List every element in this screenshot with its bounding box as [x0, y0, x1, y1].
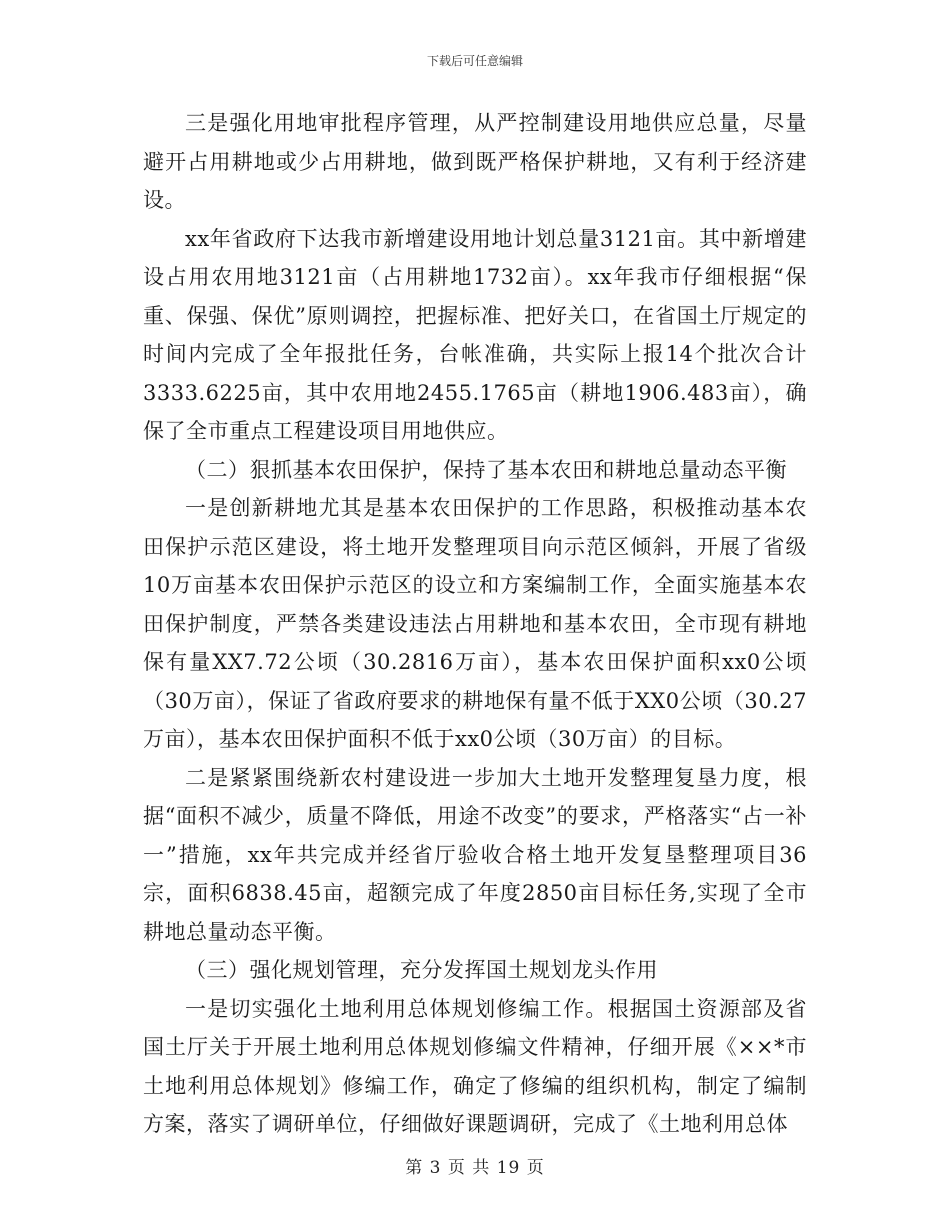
paragraph-approval-management: 三是强化用地审批程序管理，从严控制建设用地供应总量，尽量避开占用耕地或少占用耕地，做到既严格保护耕地，又有利于经济建设。 [143, 111, 807, 212]
page-number-footer: 第 3 页 共 19 页 [405, 1158, 545, 1178]
header-note: 下载后可任意编辑 [426, 54, 523, 68]
section-heading-planning-management: （三）强化规划管理，充分发挥国土规划龙头作用 [185, 958, 658, 982]
section-heading-farmland-protection: （二）狠抓基本农田保护，保持了基本农田和耕地总量动态平衡 [185, 457, 787, 482]
paragraph-plan-revision: 一是切实强化土地利用总体规划修编工作。根据国土资源部及省国土厅关于开展土地利用总体规划修编文件精神，仔细开展《××*市土地利用总体规划》修编工作，确定了修编的组织机构，制定了编制方案，落实了调研单位，仔细做好课题调研，完成了《土地利用总体 [143, 996, 807, 1136]
document-body [143, 104, 807, 1144]
paragraph-land-reclamation: 二是紧紧围绕新农村建设进一步加大土地开发整理复垦力度，根据“面积不减少，质量不降低，用途不改变”的要求，严格落实“占一补一”措施，xx年共完成并经省厅验收合格土地开发复垦整理项目36宗，面积6838.45亩，超额完成了年度2850亩目标任务,实现了全市耕地总量动态平衡。 [143, 765, 807, 944]
paragraph-farmland-demonstration: 一是创新耕地尤其是基本农田保护的工作思路，积极推动基本农田保护示范区建设，将土地开发整理项目向示范区倾斜，开展了省级10万亩基本农田保护示范区的设立和方案编制工作，全面实施基本农田保护制度，严禁各类建设违法占用耕地和基本农田，全市现有耕地保有量XX7.72公顷（30.2816万亩），基本农田保护面积xx0公顷（30万亩），保证了省政府要求的耕地保有量不低于XX0公顷（30.27万亩），基本农田保护面积不低于xx0公顷（30万亩）的目标。 [143, 496, 807, 751]
paragraph-land-plan-quota: xx年省政府下达我市新增建设用地计划总量3121亩。其中新增建设占用农用地3121亩（占用耕地1732亩）。xx年我市仔细根据“保重、保强、保优”原则调控，把握标准、把好关口，在省国土厅规定的时间内完成了全年报批任务，台帐准确，共实际上报14个批次合计3333.6225亩，其中农用地2455.1765亩（耕地1906.483亩），确保了全市重点工程建设项目用地供应。 [143, 226, 807, 443]
